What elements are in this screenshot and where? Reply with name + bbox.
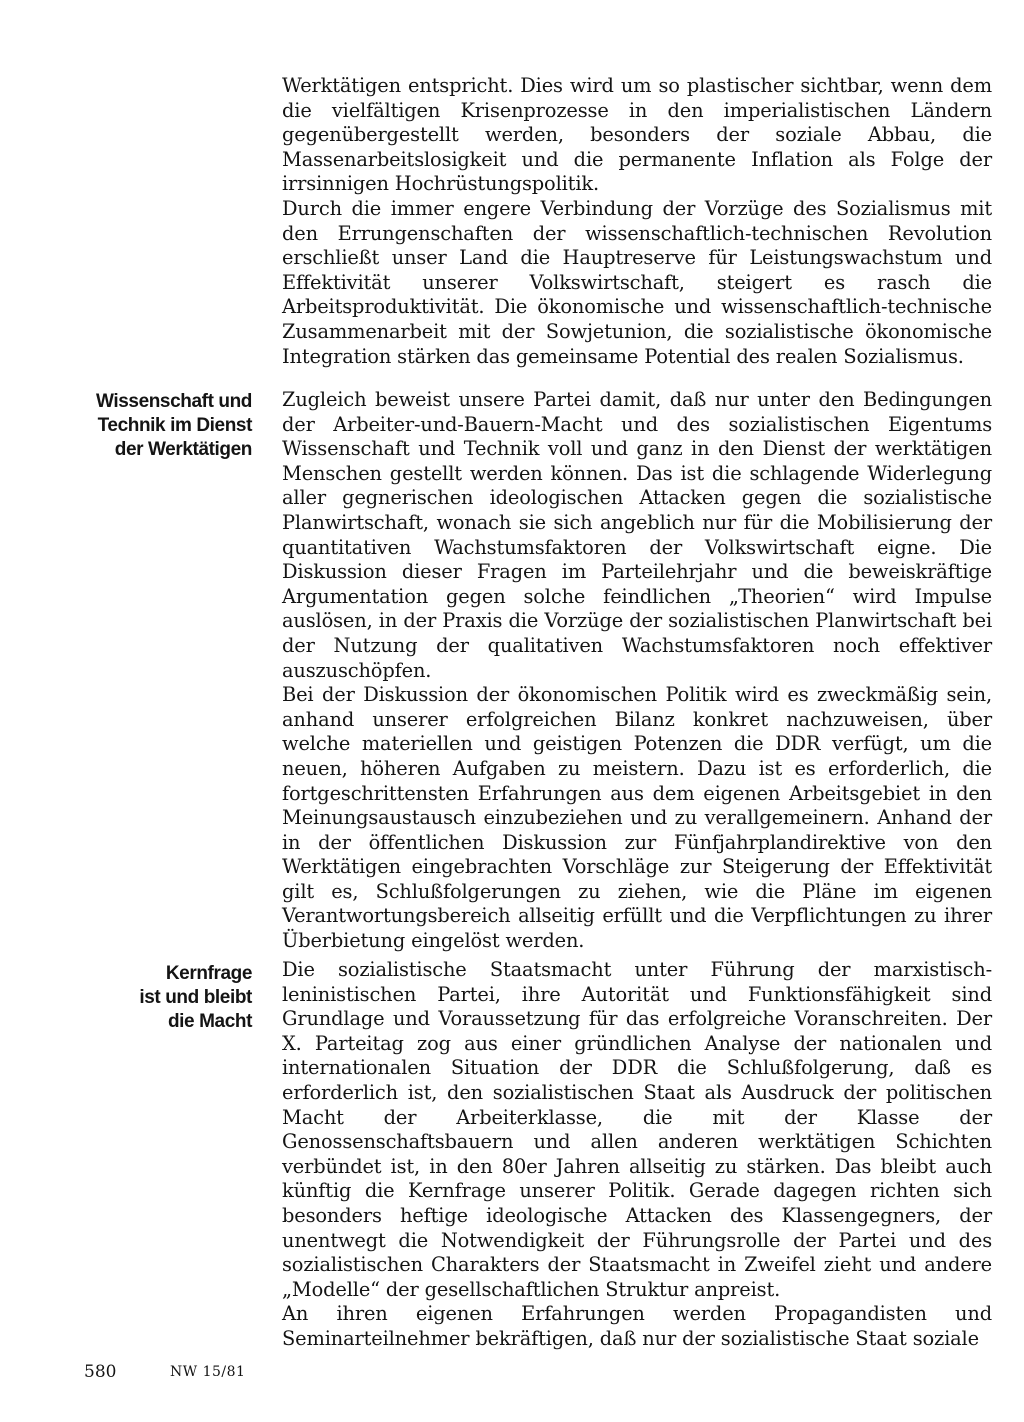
margin-heading-line: der Werktätigen <box>114 439 252 460</box>
margin-heading-line: Wissenschaft und <box>95 391 252 412</box>
margin-heading-kernfrage <box>40 962 252 1034</box>
text-block-wissenschaft <box>282 388 992 954</box>
paragraph: Durch die immer engere Verbindung der Vorzüge des Sozialismus mit den Errungenschaften der wissenschaftlich-technischen Revolution erschließt unser Land die Hauptreserve für Leistungswachstum und Effektivität unserer Volkswirtschaft, steigert es rasch die Arbeitsproduktivität. Die ökonomische und wissenschaftlich-technische Zusammenarbeit mit der Sowjetunion, die sozialistische ökonomische Integration stärken das gemeinsame Potential des realen Sozialismus. <box>282 196 992 368</box>
margin-heading-line: Technik im Dienst <box>97 415 252 436</box>
margin-heading-line: ist und bleibt <box>139 987 252 1008</box>
issue-label: NW 15/81 <box>170 1364 246 1380</box>
paragraph: Zugleich beweist unsere Partei damit, daß nur unter den Bedingungen der Arbeiter-und-Bauern-Macht und des sozialistischen Eigentums Wissenschaft und Technik voll und ganz in den Dienst der werktätigen Menschen gestellt werden können. Das ist die schlagende Widerlegung aller gegnerischen ideologischen Attacken gegen die sozialistische Planwirtschaft, wonach sie sich angeblich nur für die Mobilisierung der quantitativen Wachstumsfaktoren der Volkswirtschaft eigne. Die Diskussion dieser Fragen im Parteilehrjahr und die beweiskräftige Argumentation gegen solche feindlichen „Theorien“ wird Impulse auslösen, in der Praxis die Vorzüge der sozialistischen Planwirtschaft bei der Nutzung der qualitativen Wachstumsfaktoren noch effektiver auszuschöpfen. <box>282 388 992 682</box>
text-block-kernfrage <box>282 958 992 1352</box>
margin-heading-line: die Macht <box>167 1011 252 1032</box>
paragraph: Bei der Diskussion der ökonomischen Politik wird es zweckmäßig sein, anhand unserer erfolgreichen Bilanz konkret nachzuweisen, über welche materiellen und geistigen Potenzen die DDR verfügt, um die neuen, höheren Aufgaben zu meistern. Dazu ist es erforderlich, die fortgeschrittensten Erfahrungen aus dem eigenen Arbeitsgebiet in den Meinungsaustausch einzubeziehen und zu verallgemeinern. Anhand der in der öffentlichen Diskussion zur Fünfjahrplandirektive von den Werktätigen eingebrachten Vorschläge zur Steigerung der Effektivität gilt es, Schlußfolgerungen zu ziehen, wie die Pläne im eigenen Verantwortungsbereich allseitig erfüllt und die Verpflichtungen zu ihrer Überbietung eingelöst werden. <box>282 683 992 953</box>
paragraph: Die sozialistische Staatsmacht unter Führung der marxistisch-leninistischen Partei, ihre Autorität und Funktionsfähigkeit sind Grundlage und Voraussetzung für das erfolgreiche Voranschreiten. Der X. Parteitag zog aus einer gründlichen Analyse der nationalen und internationalen Situation der DDR die Schlußfolgerung, daß es erforderlich ist, den sozialistischen Staat als Ausdruck der politischen Macht der Arbeiterklasse, die mit der Klasse der Genossenschaftsbauern und allen anderen werktätigen Schichten verbündet ist, in den 80er Jahren allseitig zu stärken. Das bleibt auch künftig die Kernfrage unserer Politik. Gerade dagegen richten sich besonders heftige ideologische Attacken des Klassengegners, der unentwegt die Notwendigkeit der Führungsrolle der Partei und des sozialistischen Charakters der Staatsmacht in Zweifel zieht und andere „Modelle“ der gesellschaftlichen Struktur anpreist. <box>282 958 992 1301</box>
text-block-intro <box>282 74 992 369</box>
page-number: 580 <box>84 1362 117 1382</box>
paragraph: Werktätigen entspricht. Dies wird um so plastischer sichtbar, wenn dem die vielfältigen Krisenprozesse in den imperialistischen Ländern gegenübergestellt werden, besonders der soziale Abbau, die Massenarbeitslosigkeit und die permanente Inflation als Folge der irrsinnigen Hochrüstungspolitik. <box>282 74 992 196</box>
margin-heading-line: Kernfrage <box>165 963 252 984</box>
margin-heading-wissenschaft <box>40 390 252 462</box>
paragraph: An ihren eigenen Erfahrungen werden Propagandisten und Seminarteilnehmer bekräftigen, daß nur der sozialistische Staat soziale <box>282 1302 992 1350</box>
